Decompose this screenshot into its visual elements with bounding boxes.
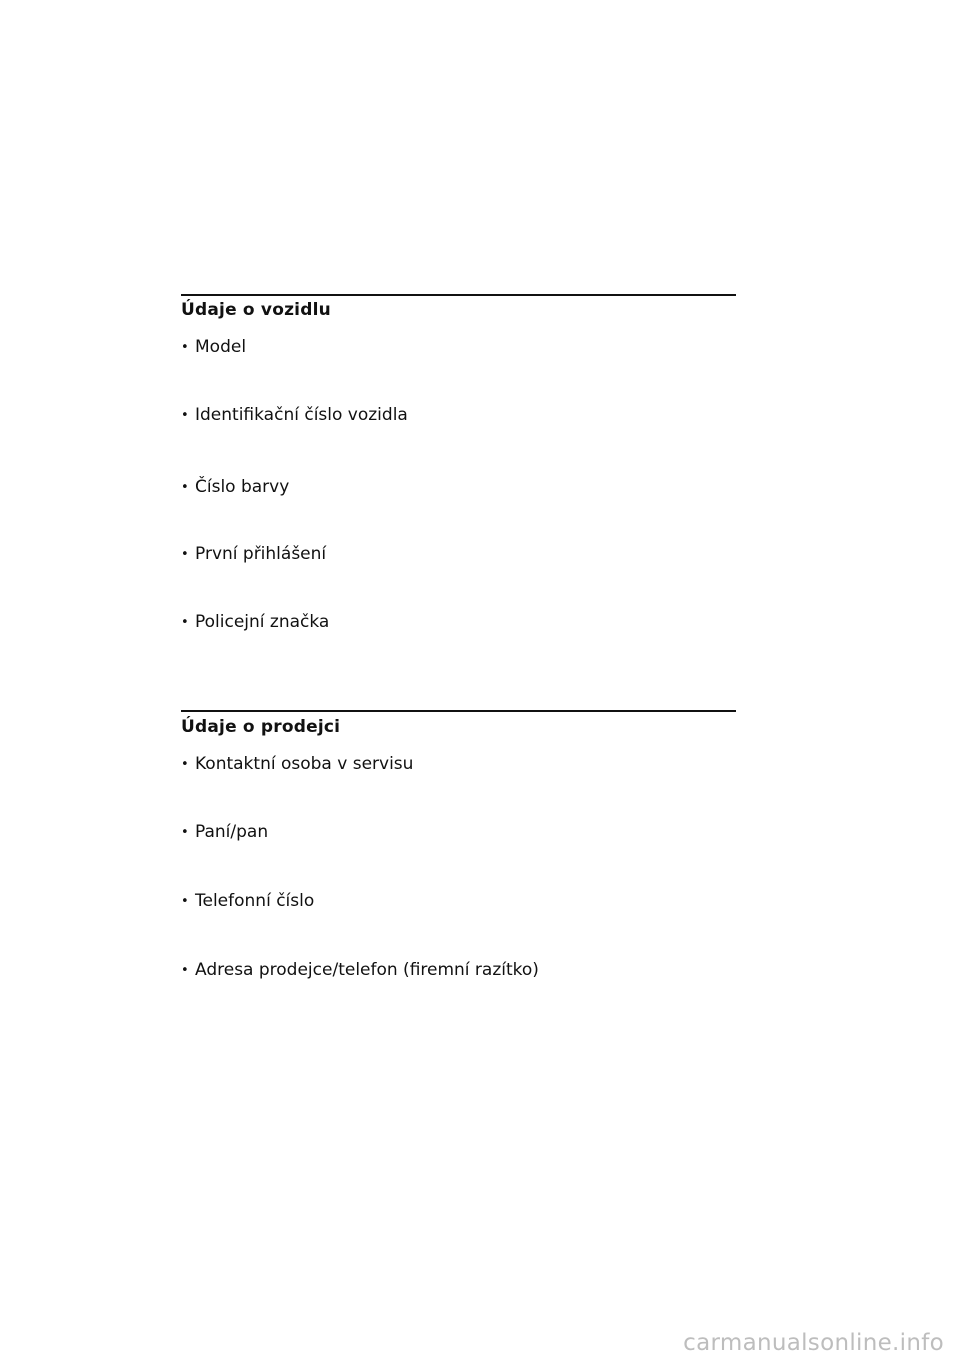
bullet-icon [181,544,195,566]
list-item-label: Číslo barvy [195,477,290,497]
list-item [181,544,326,566]
list-item [181,960,539,982]
section-divider [181,294,736,296]
list-item [181,822,268,844]
list-item-label: Identifikační číslo vozidla [195,405,408,425]
list-item [181,891,314,913]
bullet-icon [181,612,195,634]
list-item [181,405,408,427]
list-item [181,754,413,776]
section-title-dealer: Údaje o prodejci [181,717,341,737]
list-item [181,612,329,634]
list-item-label: Paní/pan [195,822,269,842]
bullet-icon [181,822,195,844]
list-item-label: Kontaktní osoba v servisu [195,754,414,774]
section-divider [181,710,736,712]
section-title-vehicle: Údaje o vozidlu [181,300,331,320]
list-item-label: Model [195,337,247,357]
bullet-icon [181,337,195,359]
bullet-icon [181,754,195,776]
watermark-text: carmanualsonline.info [683,1330,944,1356]
list-item [181,477,289,499]
bullet-icon [181,891,195,913]
bullet-icon [181,960,195,982]
list-item-label: Telefonní číslo [195,891,315,911]
bullet-icon [181,405,195,427]
list-item [181,337,246,359]
list-item-label: První přihlášení [195,544,327,564]
bullet-icon [181,477,195,499]
list-item-label: Adresa prodejce/telefon (firemní razítko) [195,960,539,980]
list-item-label: Policejní značka [195,612,330,632]
